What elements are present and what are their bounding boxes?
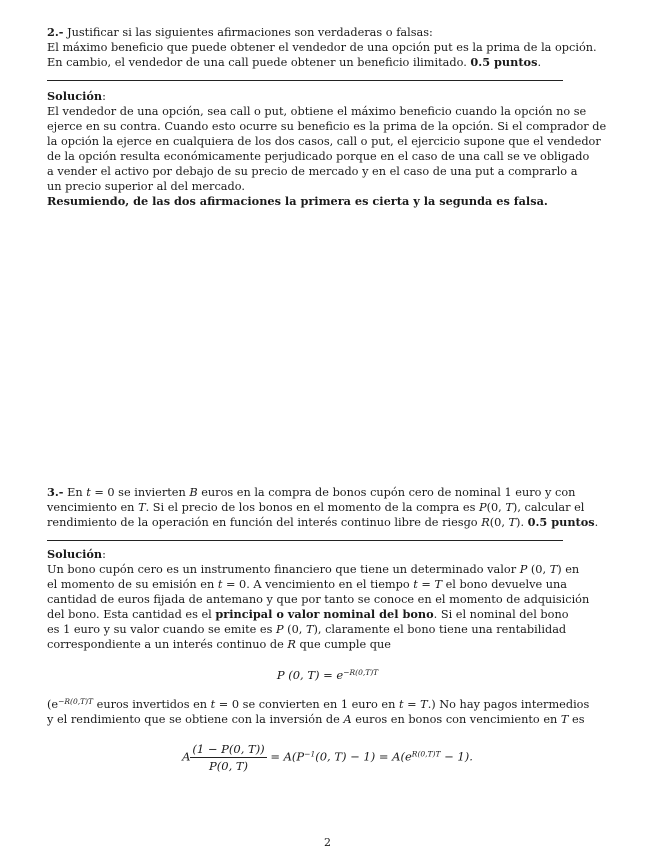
solution-3-line: ($e^{-R(0,T)T}$ euros invertidos en t = 0 se convierten en 1 euro en t = T.) No hay pagos intermedios [47, 697, 590, 711]
question-3 [47, 485, 599, 530]
divider-rule [47, 540, 563, 541]
solution-2 [47, 89, 607, 209]
equation-yield: A $\frac{(1 - P(0, T))}{P(0, T)}$ = $A(P^{-1}(0$, $T) - 1) = A(e^{R(0,T)T} - 1)$. [182, 742, 473, 773]
equation-fraction: $\frac{(1 - P(0, T))}{P(0, T)}$ [192, 742, 265, 773]
key-term: principal o valor nominal del bono [215, 607, 434, 621]
solution-2-line: un precio superior al del mercado. [47, 180, 245, 193]
question-2-line-1: 2.- Justificar si las siguientes afirmaciones son verdaderas o falsas: [47, 25, 433, 39]
solution-2-line: la opción la ejerce en cualquiera de los dos casos, call o put, el ejercicio supone que el vendedor [47, 135, 601, 148]
solution-3-line: es 1 euro y su valor cuando se emite es P (0, T), claramente el bono tiene una rentabilidad [47, 623, 567, 636]
question-2-number: 2.- [47, 25, 64, 39]
solution-3-heading: Solución: [47, 547, 106, 561]
solution-2-line: a vender el activo por debajo de su precio de mercado y en el caso de una put a comprarlo a [47, 165, 578, 178]
question-2 [47, 25, 597, 70]
solution-3-line: y el rendimiento que se obtiene con la inversión de A euros en bonos con vencimiento en T es [47, 713, 585, 726]
divider-rule [47, 80, 563, 81]
solution-2-line: El vendedor de una opción, sea call o put, obtiene el máximo beneficio cuando la opción no se [47, 105, 587, 118]
question-2-line-2: El máximo beneficio que puede obtener el vendedor de una opción put es la prima de la opción. [47, 41, 597, 54]
solution-3-line: cantidad de euros fijada de antemano y que por tanto se conoce en el momento de adquisición [47, 593, 590, 606]
question-3-number: 3.- [47, 485, 64, 499]
solution-2-summary: Resumiendo, de las dos afirmaciones la primera es cierta y la segunda es falsa. [47, 194, 548, 208]
equation-bond-price: P (0, $T) = e^{-R(0,T)T}$ [276, 668, 379, 682]
solution-3-line: Un bono cupón cero es un instrumento financiero que tiene un determinado valor P (0, T) en [47, 563, 580, 576]
question-2-points: 0.5 puntos [470, 55, 538, 69]
solution-2-line: de la opción resulta económicamente perjudicado porque en el caso de una call se ve obligado [47, 150, 590, 163]
solution-3-line: el momento de su emisión en t = 0. A vencimiento en el tiempo t = T el bono devuelve una [47, 578, 568, 591]
solution-3-line: correspondiente a un interés continuo de R que cumple que [47, 638, 391, 651]
solution-3-line: del bono. Esta cantidad es el principal o valor nominal del bono. Si el nominal del bono [47, 607, 569, 621]
question-2-line-3: En cambio, el vendedor de una call puede obtener un beneficio ilimitado. 0.5 puntos. [47, 55, 542, 69]
page-number: 2 [324, 836, 331, 849]
question-3-points: 0.5 puntos [527, 515, 595, 529]
question-3-line-2: vencimiento en T. Si el precio de los bonos en el momento de la compra es P(0, T), calcular el [47, 501, 585, 514]
solution-2-line: ejerce en su contra. Cuando esto ocurre su beneficio es la prima de la opción. Si el comprador de [47, 120, 607, 133]
solution-3-continued [47, 697, 590, 727]
question-3-line-1: 3.- En t = 0 se invierten B euros en la compra de bonos cupón cero de nominal 1 euro y con [47, 485, 576, 499]
question-3-line-3: rendimiento de la operación en función del interés continuo libre de riesgo R(0, T). 0.5 puntos. [47, 515, 599, 529]
solution-2-heading: Solución: [47, 89, 106, 103]
solution-3 [47, 547, 590, 652]
